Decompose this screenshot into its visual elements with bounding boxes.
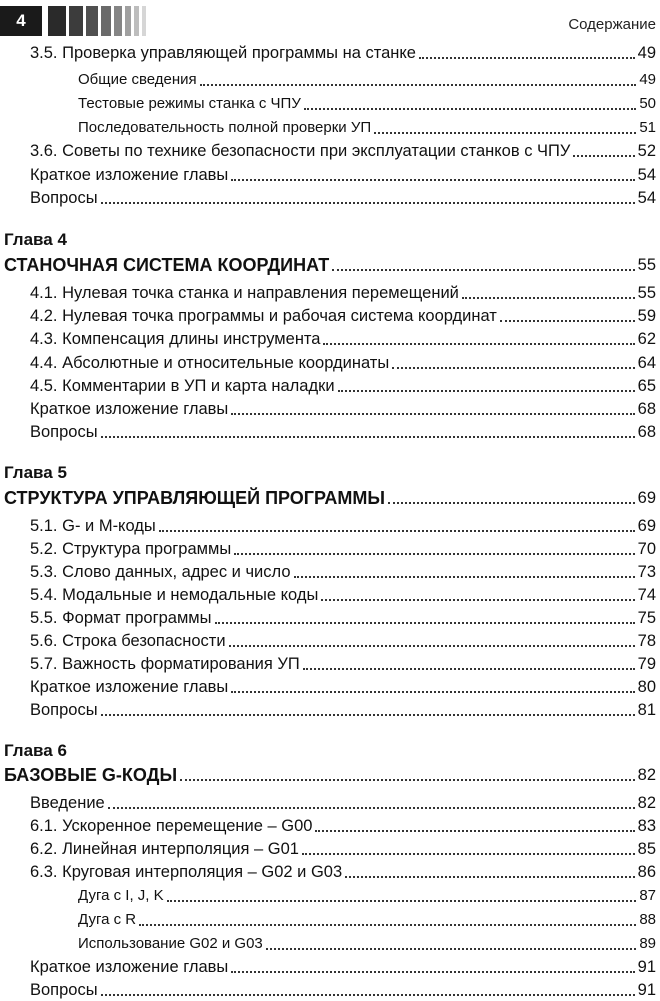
header-bar (69, 6, 83, 36)
toc-entry[interactable]: Введение 82 (30, 794, 656, 812)
toc-subentry[interactable]: Дуга с I, J, K 87 (78, 887, 656, 904)
header-bar (134, 6, 139, 36)
toc-entry[interactable]: 5.3. Слово данных, адрес и число 73 (30, 563, 656, 581)
chapter-title[interactable]: СТРУКТУРА УПРАВЛЯЮЩЕЙ ПРОГРАММЫ 69 (4, 488, 656, 508)
toc-entry[interactable]: Краткое изложение главы 68 (30, 400, 656, 418)
toc-entry[interactable]: 3.5. Проверка управляющей программы на станке 49 (30, 44, 656, 62)
toc-entry[interactable]: 5.2. Структура программы 70 (30, 540, 656, 558)
header-bar (142, 6, 146, 36)
toc-entry[interactable]: Краткое изложение главы 54 (30, 166, 656, 184)
toc-entry[interactable]: Вопросы 54 (30, 189, 656, 207)
header-bar (125, 6, 131, 36)
header-bar (101, 6, 111, 36)
toc-entry[interactable]: 4.3. Компенсация длины инструмента 62 (30, 330, 656, 348)
toc-entry[interactable]: 5.7. Важность форматирования УП 79 (30, 655, 656, 673)
chapter-title[interactable]: БАЗОВЫЕ G-КОДЫ 82 (4, 765, 656, 785)
toc-entry[interactable]: Вопросы 91 (30, 981, 656, 999)
toc-entry[interactable]: 5.6. Строка безопасности 78 (30, 632, 656, 650)
toc-subentry[interactable]: Последовательность полной проверки УП 51 (78, 119, 656, 136)
toc-entry[interactable]: 5.1. G- и M-коды 69 (30, 517, 656, 535)
chapter-number: Глава 4 (4, 230, 67, 249)
chapter-title[interactable]: СТАНОЧНАЯ СИСТЕМА КООРДИНАТ 55 (4, 255, 656, 275)
toc-entry[interactable]: 6.2. Линейная интерполяция – G01 85 (30, 840, 656, 858)
toc-entry[interactable]: 4.2. Нулевая точка программы и рабочая система координат 59 (30, 307, 656, 325)
toc-entry[interactable]: Краткое изложение главы 91 (30, 958, 656, 976)
chapter-number: Глава 5 (4, 463, 67, 482)
toc-entry[interactable]: 5.4. Модальные и немодальные коды 74 (30, 586, 656, 604)
toc-entry[interactable]: 4.1. Нулевая точка станка и направления перемещений 55 (30, 284, 656, 302)
page-header (0, 6, 660, 36)
toc-entry[interactable]: 6.3. Круговая интерполяция – G02 и G03 86 (30, 863, 656, 881)
header-bars (48, 6, 149, 36)
page-number: 4 (0, 6, 42, 36)
toc-subentry[interactable]: Тестовые режимы станка с ЧПУ 50 (78, 95, 656, 112)
toc-subentry[interactable]: Общие сведения 49 (78, 71, 656, 88)
toc-subentry[interactable]: Дуга с R 88 (78, 911, 656, 928)
toc-entry[interactable]: Вопросы 68 (30, 423, 656, 441)
toc-entry[interactable]: 6.1. Ускоренное перемещение – G00 83 (30, 817, 656, 835)
toc-entry[interactable]: 3.6. Советы по технике безопасности при эксплуатации станков с ЧПУ 52 (30, 142, 656, 160)
chapter-number: Глава 6 (4, 741, 67, 760)
toc-entry[interactable]: Краткое изложение главы 80 (30, 678, 656, 696)
toc-entry[interactable]: 4.5. Комментарии в УП и карта наладки 65 (30, 377, 656, 395)
toc-entry[interactable]: 4.4. Абсолютные и относительные координаты 64 (30, 354, 656, 372)
toc-entry[interactable]: 5.5. Формат программы 75 (30, 609, 656, 627)
toc-entry[interactable]: Вопросы 81 (30, 701, 656, 719)
header-bar (114, 6, 122, 36)
header-bar (48, 6, 66, 36)
section-title: Содержание (568, 16, 656, 33)
toc-subentry[interactable]: Использование G02 и G03 89 (78, 935, 656, 952)
header-bar (86, 6, 98, 36)
